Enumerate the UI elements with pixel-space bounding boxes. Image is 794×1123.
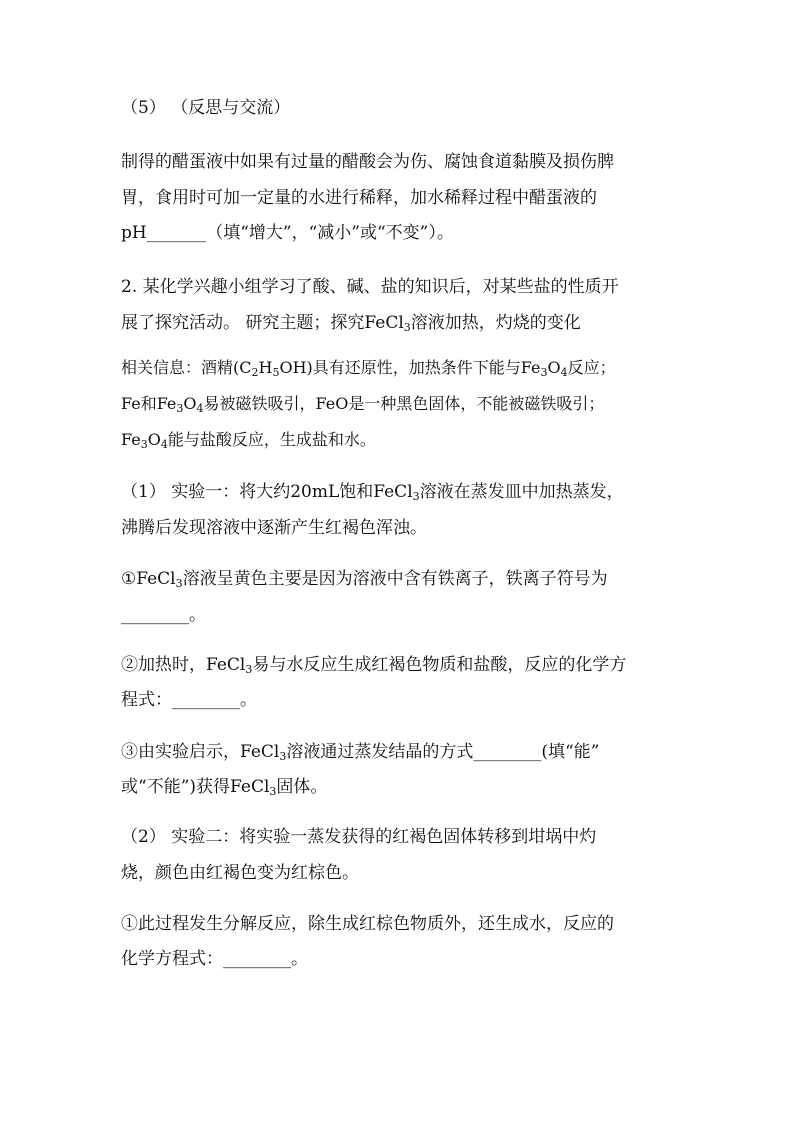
experiment-1-description: （1） 实验一：将大约20mL饱和FeCl$_3$溶液在蒸发皿中加热蒸发，	[121, 482, 624, 503]
sub-question-2: ②加热时，FeCl$_3$易与水反应生成红褐色物质和盐酸，反应的化学方	[121, 655, 627, 676]
sub-question-1: ①此过程发生分解反应，除生成红棕色物质外，还生成水，反应的	[121, 914, 614, 934]
experiment-2-description: 烧，颜色由红褐色变为红棕色。	[121, 863, 359, 883]
sub-question-3: 或“不能”)获得FeCl$_3$固体。	[121, 777, 328, 798]
sub-question-3: ③由实验启示，FeCl$_3$溶液通过蒸发结晶的方式________(填“能”	[121, 742, 600, 763]
related-info-line: 相关信息：酒精$(C_2H_5OH)$具有还原性，加热条件下能与$Fe_3O_4$反应；	[121, 358, 616, 379]
research-topic: 展了探究活动。 研究主题；探究FeCl$_3$溶液加热，灼烧的变化	[121, 313, 581, 334]
answer-blank: ________。	[121, 605, 206, 625]
fill-in-question: pH_______（填“增大”，“减小”或“不变”）。	[121, 223, 454, 243]
related-info-line: Fe和$Fe_3O_4$易被磁铁吸引，FeO是一种黑色固体，不能被磁铁吸引；	[121, 394, 605, 415]
related-info-line: $Fe_3O_4$能与盐酸反应，生成盐和水。	[121, 430, 376, 451]
sub-question-1: ①FeCl$_3$溶液呈黄色主要是因为溶液中含有铁离子，铁离子符号为	[121, 569, 608, 590]
paragraph-line: 制得的醋蛋液中如果有过量的醋酸会为伤、腐蚀食道黏膜及损伤脾	[121, 152, 614, 172]
question-2-intro: 2. 某化学兴趣小组学习了酸、碱、盐的知识后，对某些盐的性质开	[121, 277, 619, 297]
section-5-heading: （5） （反思与交流）	[121, 98, 291, 118]
paragraph-line: 胃，食用时可加一定量的水进行稀释，加水稀释过程中醋蛋液的	[121, 188, 597, 208]
experiment-1-description: 沸腾后发现溶液中逐渐产生红褐色浑浊。	[121, 518, 427, 538]
answer-blank: 程式：________。	[121, 690, 257, 710]
experiment-2-description: （2） 实验二：将实验一蒸发获得的红褐色固体转移到坩埚中灼	[121, 827, 597, 847]
answer-blank: 化学方程式：________。	[121, 949, 308, 969]
